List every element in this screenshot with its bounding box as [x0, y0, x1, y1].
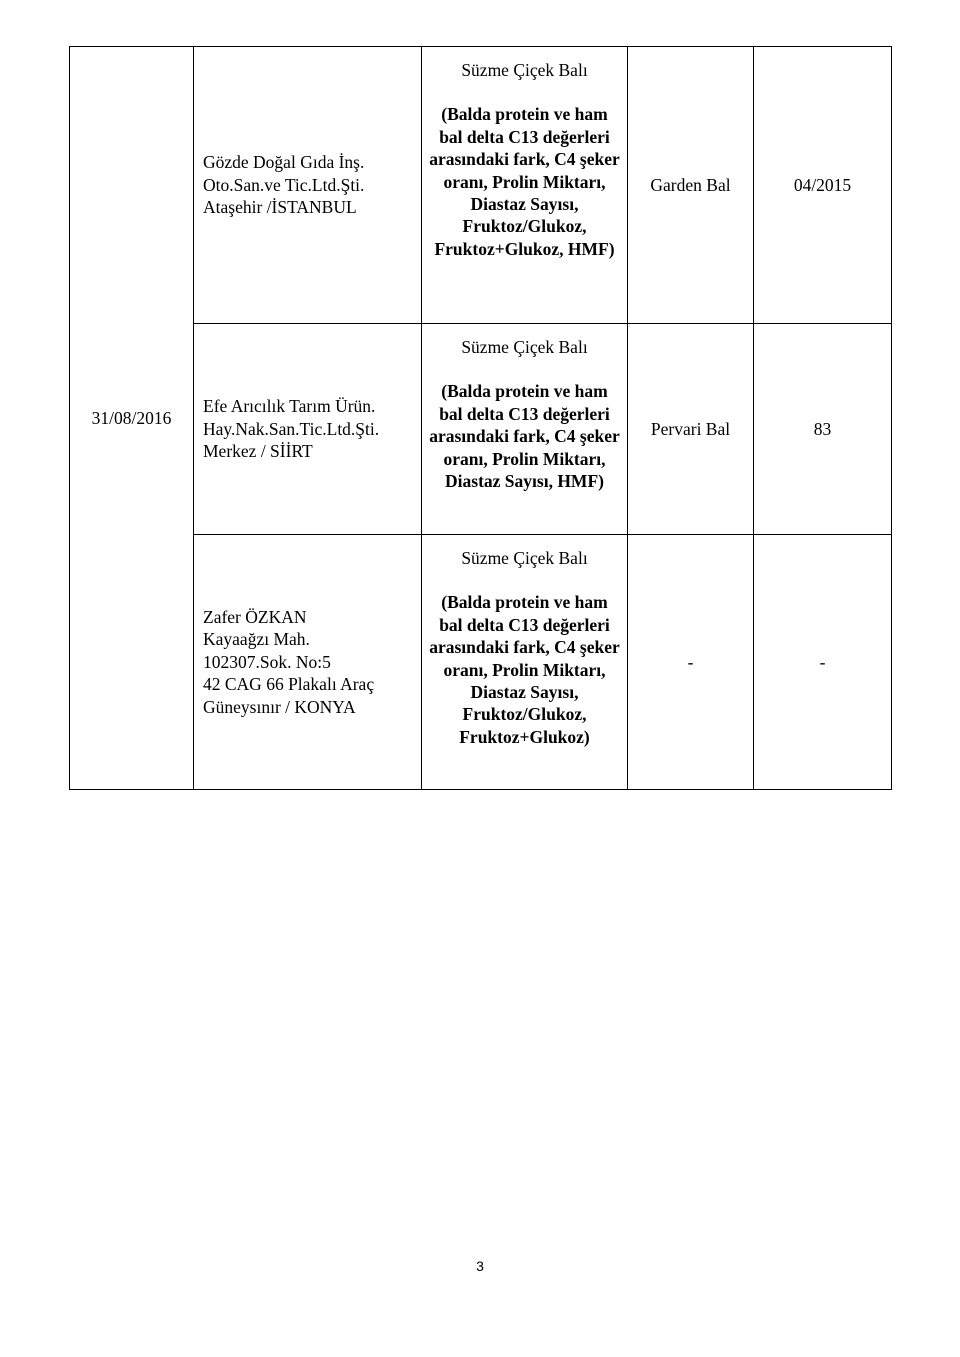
product-analysis: (Balda protein ve ham bal delta C13 değerleri arasındaki fark, C4 şeker oranı, Prolin Miktarı, Diastaz Sayısı, HMF) [429, 381, 620, 492]
firm-cell [194, 535, 422, 790]
page-number: 3 [476, 1258, 484, 1274]
product-name: Süzme Çiçek Balı [461, 337, 588, 357]
firm-line: Efe Arıcılık Tarım Ürün. [203, 396, 376, 417]
firm-line: Ataşehir /İSTANBUL [203, 197, 357, 218]
brand-cell: - [628, 535, 754, 790]
table-row [70, 324, 892, 535]
firm-cell [194, 47, 422, 324]
date-cell: 31/08/2016 [70, 47, 194, 790]
product-cell [422, 535, 628, 790]
firm-line: Oto.San.ve Tic.Ltd.Şti. [203, 174, 365, 195]
firm-line: Güneysınır / KONYA [203, 696, 356, 717]
product-cell [422, 47, 628, 324]
product-analysis: (Balda protein ve ham bal delta C13 değerleri arasındaki fark, C4 şeker oranı, Prolin Miktarı, Diastaz Sayısı, Fruktoz/Glukoz, Fruktoz+Glukoz, HMF) [429, 104, 620, 259]
inspection-records-table [69, 46, 892, 790]
lot-cell: 83 [754, 324, 892, 535]
product-analysis: (Balda protein ve ham bal delta C13 değerleri arasındaki fark, C4 şeker oranı, Prolin Miktarı, Diastaz Sayısı, Fruktoz/Glukoz, Fruktoz+Glukoz) [429, 592, 620, 747]
firm-line: Kayaağzı Mah. [203, 629, 310, 650]
brand-cell: Garden Bal [628, 47, 754, 324]
firm-line: 102307.Sok. No:5 [203, 651, 331, 672]
lot-cell: - [754, 535, 892, 790]
firm-line: Zafer ÖZKAN [203, 606, 307, 627]
lot-cell: 04/2015 [754, 47, 892, 324]
firm-cell [194, 324, 422, 535]
product-name: Süzme Çiçek Balı [461, 548, 588, 568]
firm-line: Hay.Nak.San.Tic.Ltd.Şti. [203, 418, 380, 439]
table-row [70, 535, 892, 790]
firm-line: 42 CAG 66 Plakalı Araç [203, 674, 375, 695]
firm-line: Merkez / SİİRT [203, 441, 313, 462]
brand-cell: Pervari Bal [628, 324, 754, 535]
product-cell [422, 324, 628, 535]
product-name: Süzme Çiçek Balı [461, 60, 588, 80]
firm-line: Gözde Doğal Gıda İnş. [203, 152, 365, 173]
table-row [70, 47, 892, 324]
